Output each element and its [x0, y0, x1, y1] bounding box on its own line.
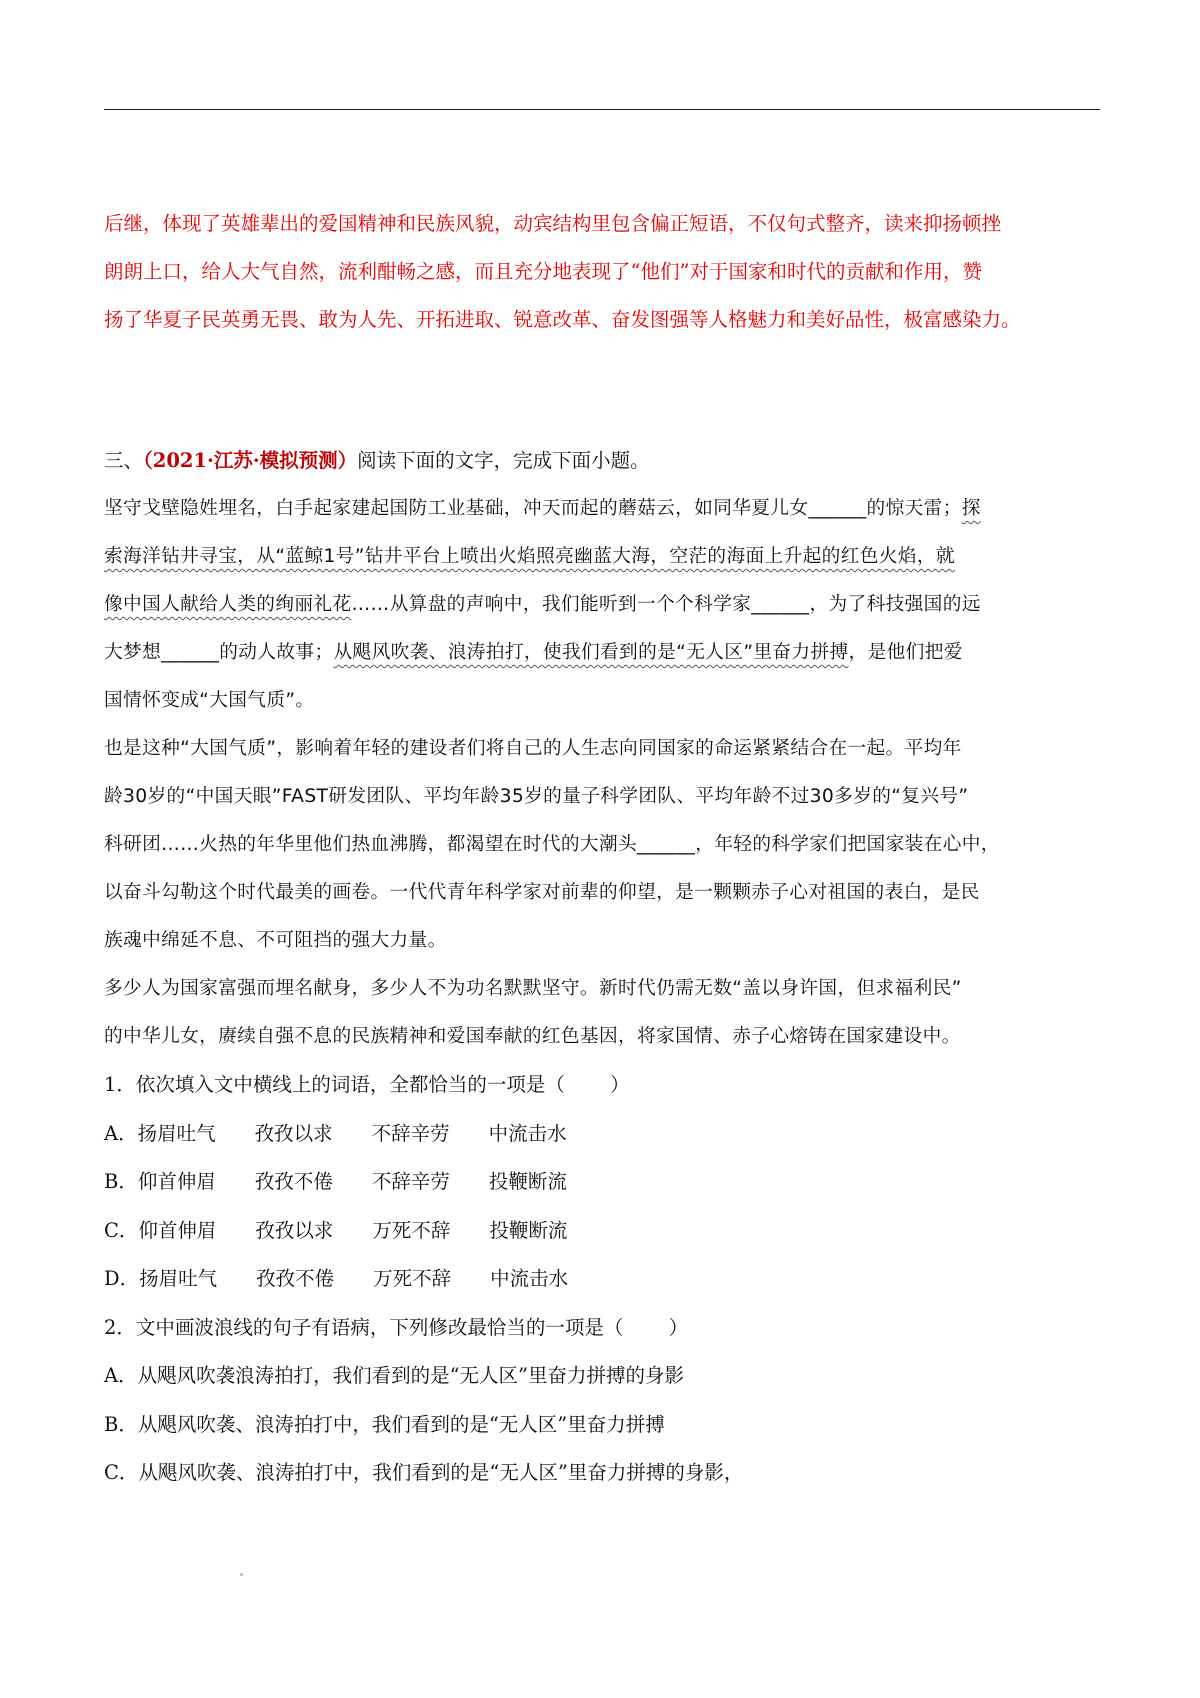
passage-line: 也是这种“大国气质”，影响着年轻的建设者们将自己的人生志向同国家的命运紧紧结合在一起。平均年 — [104, 738, 962, 759]
passage-line: 以奋斗勾勒这个时代最美的画卷。一代代青年科学家对前辈的仰望，是一颗颗赤子心对祖国的表白，是民 — [104, 882, 980, 903]
answer-analysis-text — [104, 200, 1100, 344]
answer-line: 后继，体现了英雄辈出的爱国精神和民族风貌，动宾结构里包含偏正短语，不仅句式整齐，读来抑扬顿挫 — [104, 212, 1002, 235]
wavy-underlined-text: 探 — [961, 498, 981, 519]
passage-line: 科研团……火热的年华里他们热血沸腾，都渴望在时代的大潮头______，年轻的科学家们把国家装在心中， — [104, 834, 1000, 855]
reading-passage — [104, 485, 1100, 1061]
source-tag: （2021·江苏·模拟预测） — [143, 449, 358, 472]
passage-line: 的中华儿女，赓续自强不息的民族精神和爱国奉献的红色基因，将家国情、赤子心熔铸在国家建设中。 — [104, 1026, 961, 1047]
section-instruction: 阅读下面的文字，完成下面小题。 — [357, 449, 650, 472]
passage-text: ……从算盘的声响中，我们能听到一个个科学家______，为了科技强国的远 — [351, 594, 981, 615]
option-1-a: A．扬眉吐气 孜孜以求 不辞辛劳 中流击水 — [104, 1121, 567, 1145]
passage-line — [104, 629, 1100, 677]
section-number: 三、 — [104, 449, 144, 472]
passage-line — [104, 533, 1100, 581]
question-section-3 — [104, 446, 1100, 1498]
passage-text: 坚守戈壁隐姓埋名，白手起家建起国防工业基础，冲天而起的蘑菇云，如同华夏儿女______的惊天雷； — [104, 498, 962, 519]
wavy-underlined-text: 像中国人献给人类的绚丽礼花 — [104, 594, 352, 615]
option-1-d: D．扬眉吐气 孜孜不倦 万死不辞 中流击水 — [104, 1267, 569, 1290]
passage-line: 多少人为国家富强而埋名献身，多少人不为功名默默坚守。新时代仍需无数“盖以身许国，但求福利民” — [104, 978, 962, 999]
passage-line — [104, 485, 1100, 533]
wavy-underlined-text: 索海洋钻井寻宝，从“蓝鲸1号”钻井平台上喷出火焰照亮幽蓝大海，空茫的海面上升起的红色火焰，就 — [104, 546, 955, 567]
question-list — [104, 1061, 1100, 1498]
passage-text: ，是他们把爱 — [848, 642, 963, 663]
option-1-b: B．仰首伸眉 孜孜不倦 不辞辛劳 投鞭断流 — [104, 1170, 567, 1193]
passage-line: 族魂中绵延不息、不可阻挡的强大力量。 — [104, 930, 447, 951]
wavy-underlined-text: 从飓风吹袭、浪涛拍打，使我们看到的是“无人区”里奋力拼搏 — [333, 642, 849, 663]
header-rule — [104, 109, 1100, 110]
section-heading — [104, 446, 1100, 476]
question-stem-2: 2．文中画波浪线的句子有语病，下列修改最恰当的一项是（ ） — [104, 1315, 689, 1339]
passage-line: 龄30岁的“中国天眼”FAST研发团队、平均年龄35岁的量子科学团队、平均年龄不过30多岁的“复兴号” — [104, 786, 969, 807]
passage-line: 国情怀变成“大国气质”。 — [104, 690, 315, 711]
passage-text: 大梦想______的动人故事； — [104, 642, 334, 663]
footer-mark — [240, 1573, 243, 1576]
option-2-b: B．从飓风吹袭、浪涛拍打中，我们看到的是“无人区”里奋力拼搏 — [104, 1412, 665, 1436]
question-stem-1: 1．依次填入文中横线上的词语，全都恰当的一项是（ ） — [104, 1073, 630, 1096]
option-2-c: C．从飓风吹袭、浪涛拍打中，我们看到的是“无人区”里奋力拼搏的身影， — [104, 1461, 744, 1484]
passage-line — [104, 581, 1100, 629]
option-1-c: C．仰首伸眉 孜孜以求 万死不辞 投鞭断流 — [104, 1218, 568, 1242]
answer-line: 朗朗上口，给人大气自然，流利酣畅之感，而且充分地表现了“他们”对于国家和时代的贡献和作用，赞 — [104, 260, 982, 283]
answer-line: 扬了华夏子民英勇无畏、敢为人先、开拓进取、锐意改革、奋发图强等人格魅力和美好品性，极富感染力。 — [104, 308, 1021, 331]
option-2-a: A．从飓风吹袭浪涛拍打，我们看到的是“无人区”里奋力拼搏的身影 — [104, 1364, 685, 1387]
